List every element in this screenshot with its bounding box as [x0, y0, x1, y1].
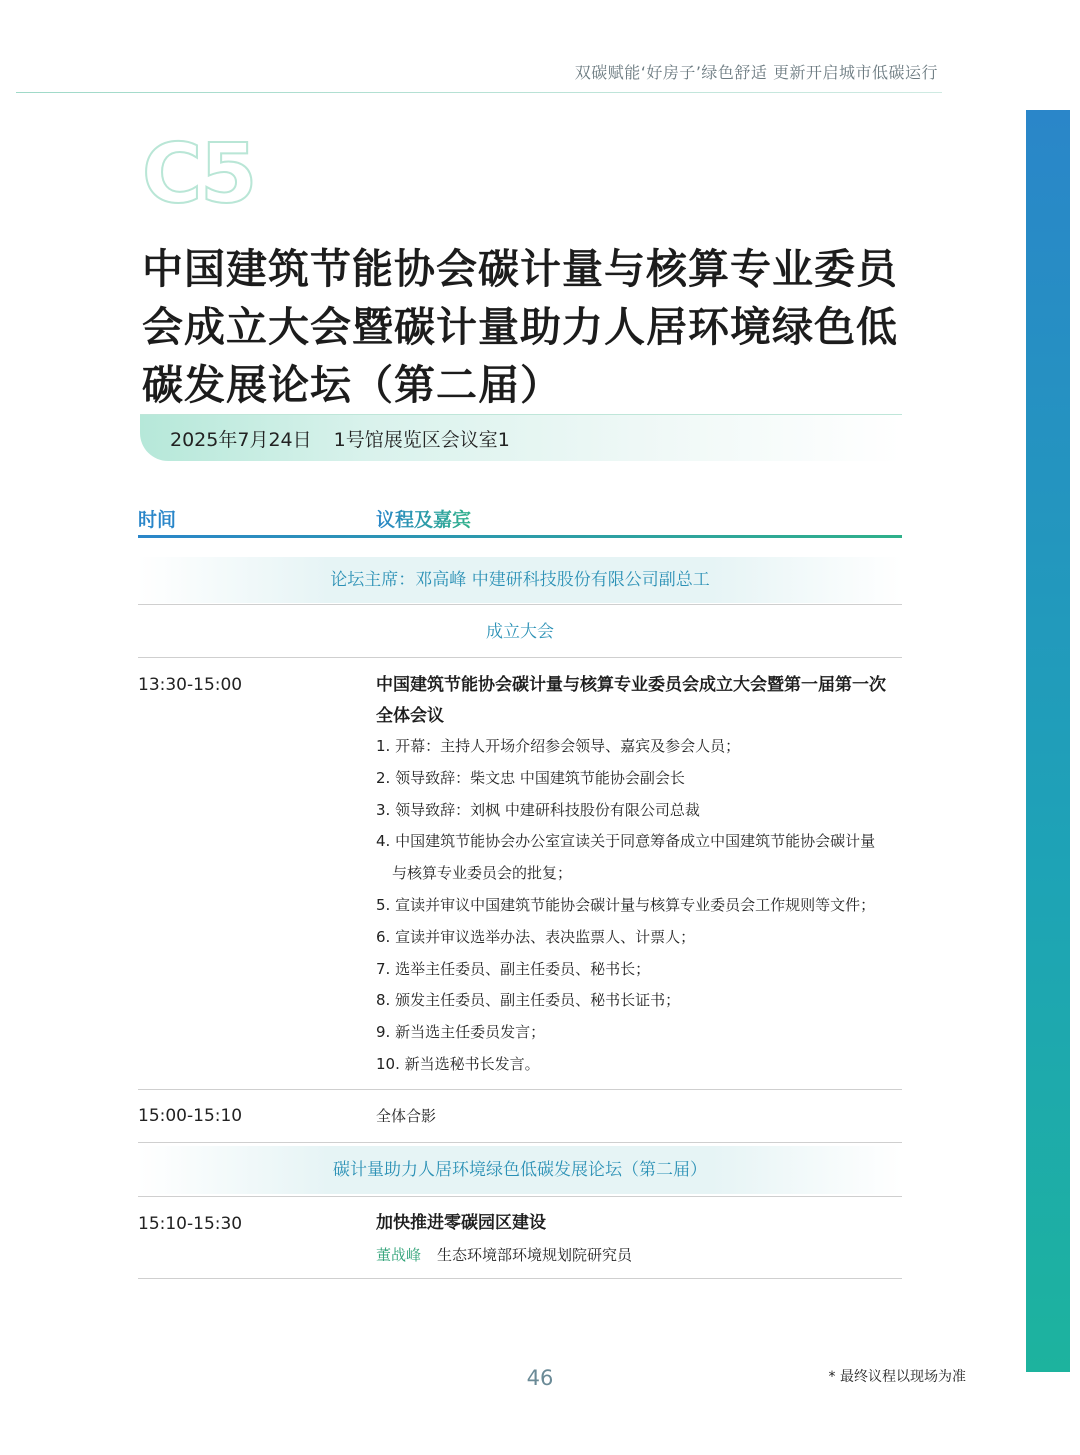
agenda-title: 中国建筑节能协会碳计量与核算专业委员会成立大会暨第一届第一次全体会议	[376, 675, 886, 726]
side-color-bar	[1026, 110, 1070, 1372]
speaker-name: 董战峰	[376, 1246, 422, 1264]
speaker-org: 生态环境部环境规划院研究员	[437, 1246, 633, 1264]
chair-line: 论坛主席：邓高峰 中建研科技股份有限公司副总工	[330, 570, 710, 590]
column-header-time: 时间	[138, 509, 177, 531]
agenda-time: 15:00-15:10	[138, 1106, 243, 1126]
date-venue-band	[140, 414, 902, 461]
event-venue: 1号馆展览区会议室1	[333, 429, 510, 451]
session-band	[138, 1146, 902, 1194]
agenda-item: 6. 宣读并审议选举办法、表决监票人、计票人；	[376, 927, 696, 946]
header-slogan: 双碳赋能‘好房子’绿色舒适 更新开启城市低碳运行	[574, 63, 938, 82]
agenda-item: 2. 领导致辞：柴文忠 中国建筑节能协会副会长	[376, 768, 685, 787]
page-title: 中国建筑节能协会碳计量与核算专业委员会成立大会暨碳计量助力人居环境绿色低碳发展论坛（第二届）	[142, 245, 898, 409]
agenda-item: 10. 新当选秘书长发言。	[376, 1054, 540, 1073]
divider	[138, 1278, 902, 1279]
divider	[138, 1196, 902, 1197]
event-date: 2025年7月24日	[170, 429, 312, 451]
agenda-item-list	[376, 731, 906, 1081]
speaker	[376, 1244, 632, 1265]
header-rule	[138, 535, 902, 538]
agenda-time: 15:10-15:30	[138, 1214, 243, 1234]
agenda-item: 1. 开幕：主持人开场介绍参会领导、嘉宾及参会人员；	[376, 737, 741, 755]
agenda-item: 3. 领导致辞：刘枫 中建研科技股份有限公司总裁	[376, 800, 700, 819]
agenda-item: 9. 新当选主任委员发言；	[376, 1023, 546, 1042]
divider	[138, 1142, 902, 1143]
divider	[138, 604, 902, 605]
agenda-item: 4. 中国建筑节能协会办公室宣读关于同意筹备成立中国建筑节能协会碳计量	[376, 832, 876, 851]
session-title: 碳计量助力人居环境绿色低碳发展论坛（第二届）	[333, 1160, 707, 1180]
divider	[138, 657, 902, 658]
column-header-agenda: 议程及嘉宾	[376, 505, 471, 532]
agenda-item: 5. 宣读并审议中国建筑节能协会碳计量与核算专业委员会工作规则等文件；	[376, 895, 876, 914]
agenda-item: 7. 选举主任委员、副主任委员、秘书长；	[376, 959, 651, 978]
agenda-item: 8. 颁发主任委员、副主任委员、秘书长证书；	[376, 991, 681, 1010]
agenda-title: 加快推进零碳园区建设	[376, 1213, 546, 1233]
chair-band	[138, 557, 902, 603]
agenda-title: 全体合影	[376, 1107, 437, 1125]
session-band	[138, 610, 902, 654]
header-divider	[16, 92, 942, 93]
footnote: * 最终议程以现场为准	[828, 1369, 966, 1385]
agenda-item: 与核算专业委员会的批复；	[392, 864, 573, 883]
agenda-time: 13:30-15:00	[138, 675, 243, 695]
section-code: C5	[142, 127, 256, 222]
page-number: 46	[526, 1366, 554, 1390]
session-title: 成立大会	[486, 622, 554, 642]
divider	[138, 1089, 902, 1090]
